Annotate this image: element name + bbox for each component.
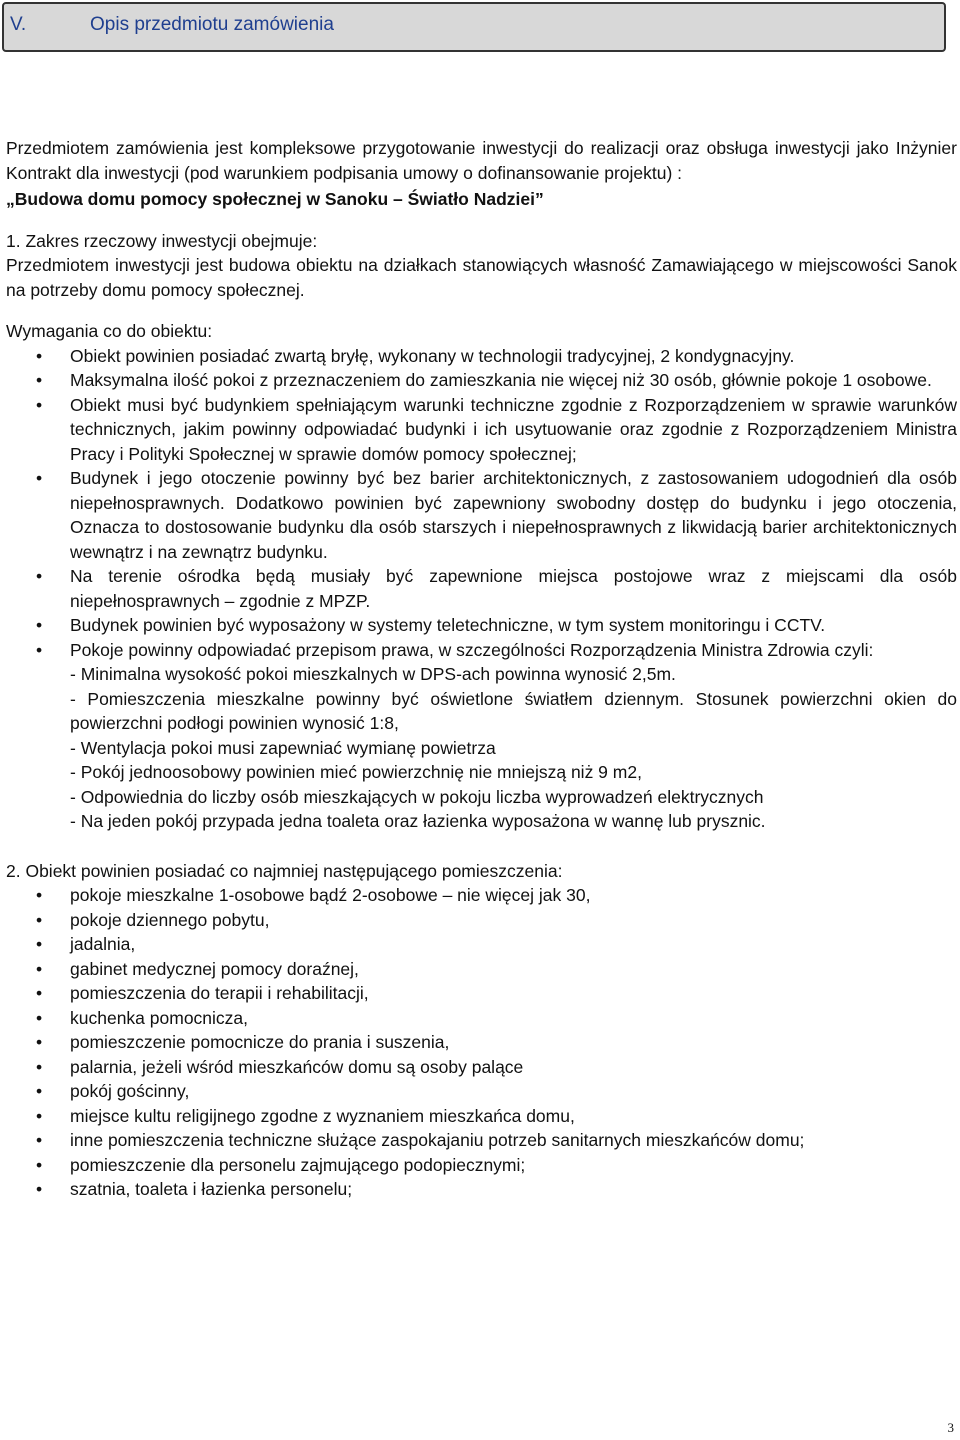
sub-item: - Na jeden pokój przypada jedna toaleta oraz łazienka wyposażona w wannę lub prysznic. bbox=[70, 811, 766, 831]
list-item: • pomieszczenie pomocnicze do prania i suszenia, bbox=[6, 1030, 957, 1055]
bullet-icon: • bbox=[36, 566, 43, 586]
list-item: • pomieszczenia do terapii i rehabilitacji, bbox=[6, 981, 957, 1006]
project-name: „Budowa domu pomocy społecznej w Sanoku – Światło Nadziei” bbox=[6, 189, 544, 209]
bullet-icon: • bbox=[36, 345, 43, 366]
section2-heading: 2. Obiekt powinien posiadać co najmniej następującego pomieszczenia: bbox=[6, 860, 563, 881]
room-requirements bbox=[6, 662, 957, 834]
list-item: • szatnia, toaleta i łazienka personelu; bbox=[6, 1177, 957, 1202]
rooms-list bbox=[6, 883, 957, 1202]
sub-item: - Pokój jednoosobowy powinien mieć powierzchnię nie mniejszą niż 9 m2, bbox=[70, 762, 642, 782]
list-item: • Obiekt powinien posiadać zwartą bryłę, wykonany w technologii tradycyjnej, 2 kondygnacyjny. bbox=[6, 344, 957, 369]
sub-item: - Odpowiednia do liczby osób mieszkających w pokoju liczba wyprowadzeń elektrycznych bbox=[70, 786, 764, 807]
list-item: • Na terenie ośrodka będą musiały być zapewnione miejsca postojowe wraz z miejscami dla osób niepełnosprawnych – zgodnie z MPZP. bbox=[36, 566, 957, 611]
list-item: • pokoje dziennego pobytu, bbox=[6, 908, 957, 933]
bullet-icon: • bbox=[36, 958, 43, 979]
bullet-icon: • bbox=[36, 1179, 43, 1199]
bullet-icon: • bbox=[36, 1007, 43, 1028]
document-body bbox=[6, 136, 957, 1202]
page-number: 3 bbox=[947, 1420, 954, 1435]
list-item: • pokój gościnny, bbox=[6, 1079, 957, 1104]
sub-item: - Pomieszczenia mieszkalne powinny być oświetlone światłem dziennym. Stosunek powierzchni okien do powierzchni podłogi powinien wynosić 1:8, bbox=[70, 688, 957, 733]
bullet-icon: • bbox=[36, 639, 43, 660]
section1-text: Przedmiotem inwestycji jest budowa obiektu na działkach stanowiących własność Zamawiającego w miejscowości Sanok na potrzeby domu pomocy społecznej. bbox=[6, 255, 957, 300]
list-item: • palarnia, jeżeli wśród mieszkańców domu są osoby palące bbox=[6, 1055, 957, 1080]
section-title: Opis przedmiotu zamówienia bbox=[90, 14, 334, 35]
sub-item: - Wentylacja pokoi musi zapewniać wymianę powietrza bbox=[70, 737, 496, 758]
bullet-icon: • bbox=[36, 934, 43, 954]
list-item: • Budynek powinien być wyposażony w systemy teletechniczne, w tym system monitoringu i CCTV. bbox=[6, 613, 957, 638]
list-item: • jadalnia, bbox=[6, 932, 957, 957]
list-item: • inne pomieszczenia techniczne służące zaspokajaniu potrzeb sanitarnych mieszkańców domu; bbox=[6, 1128, 957, 1153]
list-item: • pomieszczenie dla personelu zajmującego podopiecznymi; bbox=[6, 1153, 957, 1178]
list-item: • Obiekt musi być budynkiem spełniającym warunki techniczne zgodnie z Rozporządzeniem w sprawie warunków technicznych, jakim powinny odpowiadać budynki i ich usytuowanie oraz zgodnie z Rozporządzeniem Ministra Pracy i Polityki Społecznej w sprawie domów pomocy społecznej; bbox=[36, 394, 957, 464]
bullet-icon: • bbox=[36, 885, 43, 905]
bullet-icon: • bbox=[36, 1056, 43, 1077]
section-number: V. bbox=[10, 14, 27, 35]
list-item: • gabinet medycznej pomocy doraźnej, bbox=[6, 957, 957, 982]
bullet-icon: • bbox=[36, 370, 43, 390]
requirements-list bbox=[6, 344, 957, 663]
list-item: • Budynek i jego otoczenie powinny być bez barier architektonicznych, z zastosowaniem udogodnień dla osób niepełnosprawnych. Dodatkowo powinien być zapewniony swobodny dostęp do budynku i jego otoczenia, Oznacza to dostosowanie budynku dla osób starszych i niepełnosprawnych z likwidacją barier architektonicznych wewnątrz i na zewnątrz budynku. bbox=[36, 468, 957, 562]
section-header bbox=[2, 2, 946, 52]
list-item: • Maksymalna ilość pokoi z przeznaczeniem do zamieszkania nie więcej niż 30 osób, głównie pokoje 1 osobowe. bbox=[6, 368, 957, 393]
list-item: • miejsce kultu religijnego zgodne z wyznaniem mieszkańca domu, bbox=[6, 1104, 957, 1129]
bullet-icon: • bbox=[36, 394, 43, 415]
list-item: • kuchenka pomocnicza, bbox=[6, 1006, 957, 1031]
bullet-icon: • bbox=[36, 468, 43, 488]
list-item: • pokoje mieszkalne 1-osobowe bądź 2-osobowe – nie więcej jak 30, bbox=[6, 883, 957, 908]
bullet-icon: • bbox=[36, 1081, 43, 1101]
bullet-icon: • bbox=[36, 1105, 43, 1126]
bullet-icon: • bbox=[36, 983, 43, 1003]
intro-paragraph: Przedmiotem zamówienia jest kompleksowe przygotowanie inwestycji do realizacji oraz obsługa inwestycji jako Inżynier Kontrakt dla inwestycji (pod warunkiem podpisania umowy o dofinansowanie projektu) : bbox=[6, 138, 957, 183]
bullet-icon: • bbox=[36, 1130, 43, 1150]
sub-item: - Minimalna wysokość pokoi mieszkalnych w DPS-ach powinna wynosić 2,5m. bbox=[70, 664, 676, 684]
requirements-heading: Wymagania co do obiektu: bbox=[6, 321, 213, 341]
bullet-icon: • bbox=[36, 1032, 43, 1052]
bullet-icon: • bbox=[36, 615, 43, 635]
list-item: • Pokoje powinny odpowiadać przepisom prawa, w szczególności Rozporządzenia Ministra Zdrowia czyli: bbox=[6, 638, 957, 663]
bullet-icon: • bbox=[36, 1154, 43, 1175]
section1-heading: 1. Zakres rzeczowy inwestycji obejmuje: bbox=[6, 230, 318, 251]
bullet-icon: • bbox=[36, 909, 43, 930]
